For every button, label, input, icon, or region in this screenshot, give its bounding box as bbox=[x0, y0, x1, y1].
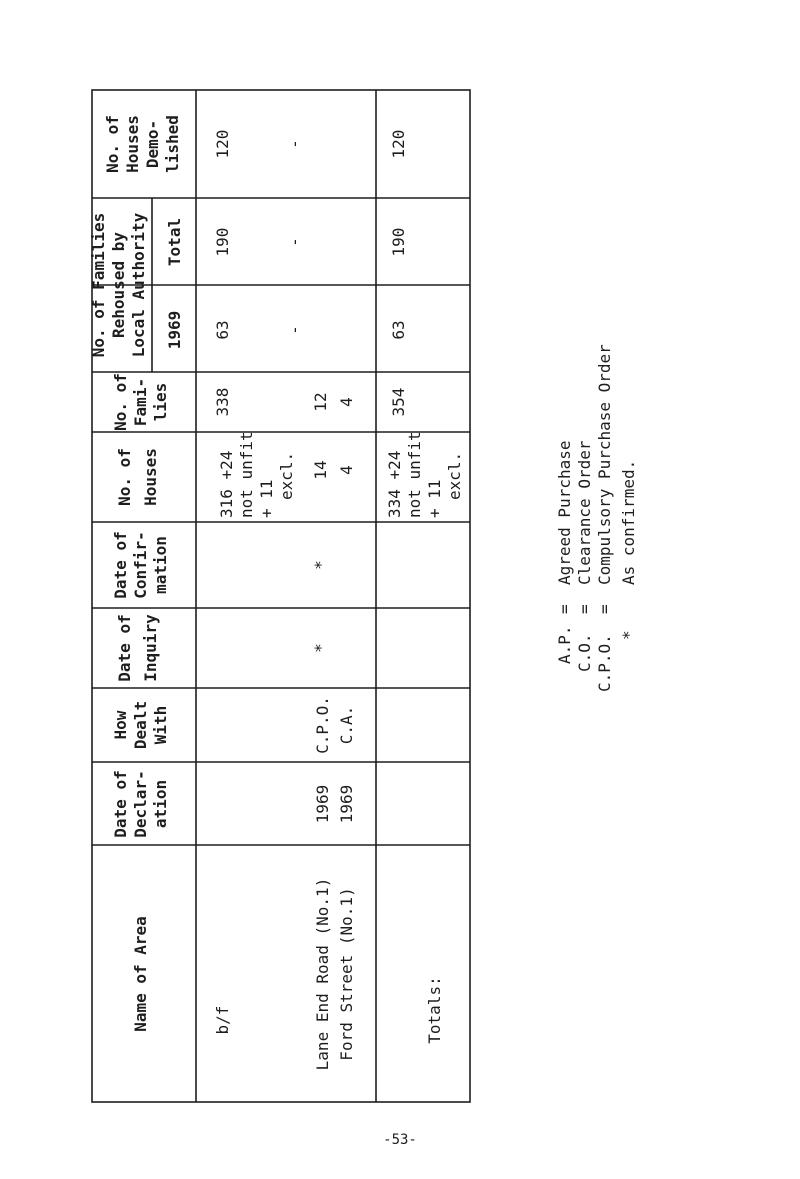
header-declaration-line-1: Date of bbox=[111, 770, 130, 838]
cell-houses-line-4: excl. bbox=[445, 451, 464, 500]
header-rehoused-line-1: No. of Families bbox=[89, 212, 108, 358]
header-confirmation-line-3: mation bbox=[151, 536, 170, 594]
cell-houses-line-2: not unfit bbox=[237, 431, 256, 518]
header-demolished-line-1: No. of bbox=[103, 115, 122, 173]
header-declaration-line-3: ation bbox=[151, 779, 170, 829]
cell-rehoused-total: 190 bbox=[213, 227, 232, 257]
cell-rehoused-1969: 63 bbox=[213, 320, 232, 340]
cell-families: 12 bbox=[311, 392, 330, 412]
cell-houses-line-4: excl. bbox=[277, 451, 296, 500]
header-families-line-3: lies bbox=[151, 382, 170, 422]
cell-rehoused-1969: - bbox=[285, 325, 304, 335]
header-families-line-1: No. of bbox=[111, 373, 130, 431]
header-rehoused-total: Total bbox=[165, 217, 184, 267]
header-confirmation-line-1: Date of bbox=[111, 531, 130, 599]
cell-houses: 14 bbox=[311, 460, 330, 480]
cell-area-name: Lane End Road (No.1) bbox=[313, 877, 332, 1071]
header-name-of-area bbox=[131, 916, 150, 1032]
header-inquiry-line-1: Date of bbox=[115, 614, 134, 682]
cell-area-name: b/f bbox=[213, 1005, 232, 1035]
header-rehoused-1969: 1969 bbox=[165, 310, 184, 350]
header-how-line-3: With bbox=[151, 705, 170, 745]
header-houses-line-1: No. of bbox=[115, 448, 134, 506]
page-number: -53- bbox=[383, 1132, 417, 1148]
legend-asterisk: * bbox=[619, 630, 638, 640]
header-confirmation bbox=[111, 531, 170, 598]
legend-meaning-co: Clearance Order bbox=[575, 440, 594, 585]
cell-demolished: 120 bbox=[389, 129, 408, 159]
cell-inquiry: * bbox=[311, 643, 330, 653]
cell-rehoused-1969: 63 bbox=[389, 320, 408, 340]
cell-rehoused-total: 190 bbox=[389, 227, 408, 257]
cell-families: 354 bbox=[389, 387, 408, 417]
legend-abbr-ap: A.P. bbox=[555, 625, 574, 664]
cell-houses-line-3: + 11 bbox=[257, 479, 276, 518]
legend-abbr-co: C.O. bbox=[575, 633, 594, 672]
header-families-line-2: Fami- bbox=[131, 377, 150, 427]
legend-sep-cpo: = bbox=[595, 604, 614, 614]
cell-how-dealt: C.A. bbox=[337, 705, 356, 745]
legend-abbr-cpo: C.P.O. bbox=[595, 634, 614, 692]
cell-area-name: Ford Street (No.1) bbox=[337, 887, 356, 1061]
legend-sep-ap: = bbox=[555, 604, 574, 614]
header-confirmation-line-2: Confir- bbox=[131, 531, 150, 599]
cell-houses-line-2: not unfit bbox=[405, 431, 424, 518]
header-rehoused-line-2: Rehoused by bbox=[109, 232, 128, 338]
cell-declaration: 1969 bbox=[337, 784, 356, 824]
header-demolished bbox=[103, 115, 182, 173]
cell-area-name: Totals: bbox=[425, 976, 444, 1044]
cell-houses-line-3: + 11 bbox=[425, 479, 444, 518]
header-declaration-line-2: Declar- bbox=[131, 770, 150, 838]
cell-demolished: - bbox=[285, 139, 304, 149]
header-name-of-area-label: Name of Area bbox=[131, 916, 150, 1032]
header-inquiry-line-2: Inquiry bbox=[141, 614, 160, 682]
header-houses-line-2: Houses bbox=[141, 448, 160, 506]
header-rehoused-line-3: Local Authority bbox=[129, 212, 148, 358]
legend-meaning-cpo: Compulsory Purchase Order bbox=[595, 344, 614, 585]
legend-sep-co: = bbox=[575, 604, 594, 614]
header-demolished-line-4: lished bbox=[163, 115, 182, 173]
cell-houses-line-1: 316 +24 bbox=[217, 450, 236, 518]
header-demolished-line-3: Demo- bbox=[143, 119, 162, 169]
cell-houses: 4 bbox=[337, 465, 356, 475]
cell-demolished: 120 bbox=[213, 129, 232, 159]
header-how-line-1: How bbox=[111, 710, 130, 740]
header-declaration bbox=[111, 770, 170, 837]
cell-how-dealt: C.P.O. bbox=[313, 696, 332, 754]
legend-meaning-ap: Agreed Purchase bbox=[555, 440, 574, 585]
cell-rehoused-total: - bbox=[285, 237, 304, 247]
cell-houses-line-1: 334 +24 bbox=[385, 450, 404, 518]
cell-declaration: 1969 bbox=[313, 784, 332, 824]
cell-confirmation: * bbox=[311, 560, 330, 570]
header-how-line-2: Dealt bbox=[131, 700, 150, 750]
legend-asterisk-meaning: As confirmed. bbox=[619, 459, 638, 585]
cell-families: 4 bbox=[337, 397, 356, 407]
cell-families: 338 bbox=[213, 387, 232, 417]
header-demolished-line-2: Houses bbox=[123, 115, 142, 173]
